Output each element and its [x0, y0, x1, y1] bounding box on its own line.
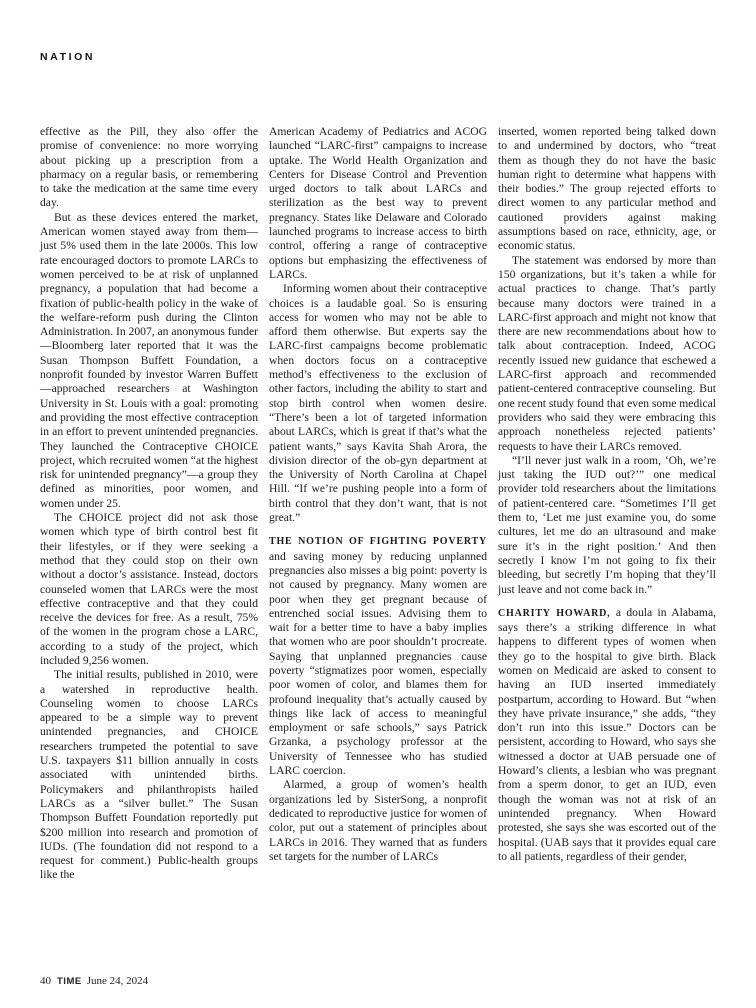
paragraph-text: and saving money by reducing unplanned pregnancies also misses a big point: poverty is not caused by pregnancy. Many women are poor when they get pregnant because of entrenched social issues. Advising them to wait for a better time to have a baby implies that women who are poor shouldn’t procreate. Saying that unplanned pregnancies cause poverty “stigmatizes poor women, especially poor women of color, and blames them for profound inequality that’s actually caused by things like lack of access to meaningful employment or safe schools,” says Patrick Grzanka, a psychology professor at the University of Tennessee who has studied LARC coercion.	[269, 549, 487, 778]
paragraph	[498, 606, 716, 864]
article-column-3	[498, 125, 716, 864]
paragraph: “I’ll never just walk in a room, ‘Oh, we’re just taking the IUD out?’” one medical provider told researchers about the limitations of patient-centered care. “Sometimes I’ll get them to, ‘Let me just examine you, do some cultures, let me do an ultrasound and make sure it’s in the right position.’ And then secretly I know I’m not going to fix their bleeding, but secretly I’m hoping that they’ll just leave and not come back in.”	[498, 453, 716, 596]
page-footer	[40, 975, 148, 987]
paragraph: But as these devices entered the market, American women stayed away from them—just 5% used them in the late 2000s. This low rate encouraged doctors to promote LARCs to women perceived to be at risk of unplanned pregnancy, a population that had become a fixation of public-health policy in the wake of the welfare-reform push during the Clinton Administration. In 2007, an anonymous funder—Bloomberg later reported that it was the Susan Thompson Buffett Foundation, a nonprofit founded by investor Warren Buffett—approached researchers at Washington University in St. Louis with a goal: promoting and providing the most effective contraception in an effort to prevent unintended pregnancies. They launched the Contraceptive CHOICE project, which recruited women “at the highest risk for unintended pregnancy”—a group they defined as minorities, poor women, and women under 25.	[40, 210, 258, 510]
paragraph: American Academy of Pediatrics and ACOG launched “LARC-first” campaigns to increase uptake. The World Health Organization and Centers for Disease Control and Prevention urged doctors to talk about LARCs and sterilization as the best way to prevent pregnancy. States like Delaware and Colorado launched programs to increase access to birth control, offering a range of contraceptive options but emphasizing the effectiveness of LARCs.	[269, 125, 487, 281]
paragraph: Informing women about their contraceptive choices is a laudable goal. So is ensuring access for women who may not be able to afford them otherwise. But experts say the LARC-first campaigns become problematic when doctors focus on a contraceptive method’s effectiveness to the exclusion of other factors, including the ability to start and stop birth control when women desire. “There’s been a lot of targeted information about LARCs, which is great if that’s what the patient wants,” says Kavita Shah Arora, the division director of the ob-gyn department at the University of North Carolina at Chapel Hill. “If we’re pushing people into a form of birth control that they don’t want, that is not great.”	[269, 282, 487, 525]
paragraph: The initial results, published in 2010, were a watershed in reproductive health. Counseling women to choose LARCs appeared to be a simple way to prevent unintended pregnancies, and CHOICE researchers trumpeted the potential to save U.S. taxpayers $11 billion annually in costs associated with unintended births. Policymakers and philanthropists hailed LARCs as a “silver bullet.” The Susan Thompson Buffett Foundation reportedly put $200 million into research and promotion of IUDs. (The foundation did not respond to a request for comment.) Public-health groups like the	[40, 668, 258, 882]
section-label: NATION	[40, 51, 96, 63]
article-column-1	[40, 125, 258, 883]
paragraph	[269, 534, 487, 778]
article-column-2	[269, 125, 487, 864]
page-number: 40	[40, 975, 51, 987]
paragraph: effective as the Pill, they also offer the promise of convenience: no more worrying about picking up a prescription from a pharmacy on a regular basis, or remembering to take the medication at the same time every day.	[40, 125, 258, 210]
magazine-name: TIME	[57, 976, 82, 987]
paragraph: The CHOICE project did not ask those women which type of birth control best fit their lifestyles, or if they were seeking a method that they could stop on their own without a doctor’s assistance. Instead, doctors counseled women that LARCs were the most effective contraceptive and that they could receive the devices for free. As a result, 75% of the women in the program chose a LARC, according to a study of the project, which included 9,256 women.	[40, 511, 258, 667]
paragraph: The statement was endorsed by more than 150 organizations, but it’s taken a while for actual practices to change. That’s partly because many doctors were trained in a LARC-first approach and might not know that there are new recommendations about how to talk about contraception. Indeed, ACOG recently issued new guidance that eschewed a LARC-first approach and recommended patient-centered contraceptive counseling. But one recent study found that even some medical providers who said they were embracing this approach nonetheless rejected patients’ requests to have their LARCs removed.	[498, 253, 716, 453]
run-in-heading: CHARITY HOWARD,	[498, 607, 611, 619]
run-in-heading: THE NOTION OF FIGHTING POVERTY	[269, 536, 487, 548]
issue-date: June 24, 2024	[86, 975, 149, 987]
paragraph: Alarmed, a group of women’s health organizations led by SisterSong, a nonprofit dedicated to reproductive justice for women of color, put out a statement of principles about LARCs in 2016. They warned that as funders set targets for the number of LARCs	[269, 778, 487, 863]
paragraph: inserted, women reported being talked down to and undermined by doctors, who “treat them as though they do not have the basic human right to determine what happens with their bodies.” The group rejected efforts to direct women to any particular method and cautioned providers against making assumptions based on race, ethnicity, age, or economic status.	[498, 125, 716, 253]
paragraph-text: a doula in Alabama, says there’s a striking difference in what happens to different types of women when they go to the hospital to give birth. Black women on Medicaid are asked to consent to having an IUD inserted immediately postpartum, according to Howard. But “when they have private insurance,” she adds, “they don’t run into this issue.” Doctors can be persistent, according to Howard, who says she witnessed a doctor at UAB persuade one of Howard’s clients, a lesbian who was pregnant from a sperm donor, to get an IUD, even though the woman was not at risk of an unintended pregnancy. When Howard protested, she says she was escorted out of the hospital. (UAB says that it provides equal care to all patients, regardless of their gender,	[498, 605, 716, 863]
